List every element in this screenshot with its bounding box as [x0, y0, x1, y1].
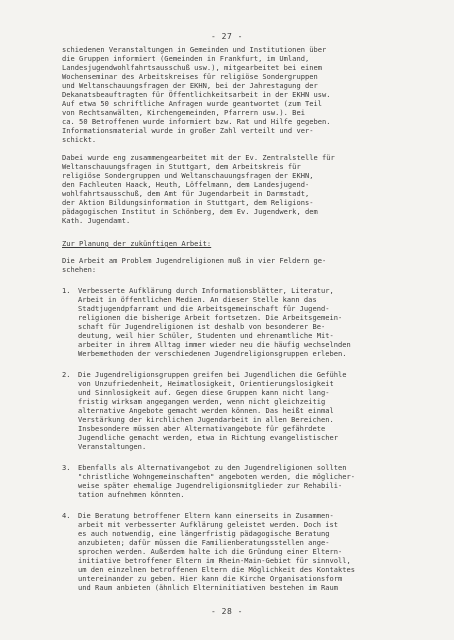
- text-line: arbeit mit verbesserter Aufklärung geleistet werden. Doch ist: [78, 520, 339, 529]
- text-line: Weltanschauungsfragen in Stuttgart, dem Arbeitskreis für: [62, 162, 301, 171]
- text-line: alternative Angebote gemacht werden können. Das heißt einmal: [78, 406, 334, 415]
- text-line: weise später ehemalige Jugendreligionsmitglieder zur Rehabili-: [78, 481, 343, 490]
- text-line: wohlfahrtsausschuß, dem Amt für Jugendarbeit in Darmstadt,: [62, 189, 310, 198]
- text-line: Wochenseminar des Arbeitskreises für religiöse Sondergruppen: [62, 72, 318, 81]
- text-line: ca. 50 Betroffenen wurde informiert bzw. Rat und Hilfe gegeben.: [62, 117, 331, 126]
- text-line: Die Arbeit am Problem Jugendreligionen muß in vier Feldern ge-: [62, 256, 327, 265]
- text-line: Insbesondere müssen aber Alternativangebote für gefährdete: [78, 424, 326, 433]
- text-line: schickt.: [62, 135, 97, 144]
- text-line: von Unzufriedenheit, Heimatlosigkeit, Orientierungslosigkeit: [78, 379, 334, 388]
- list-number: 2.: [62, 370, 71, 379]
- list-number: 3.: [62, 463, 71, 472]
- text-line: initiative betroffener Eltern im Rhein-Main-Gebiet für sinnvoll,: [78, 556, 351, 565]
- text-line: sprochen werden. Außerdem halte ich die Gründung einer Eltern-: [78, 547, 343, 556]
- text-line: und Weltanschauungsfragen der EKHN, bei der Jahrestagung der: [62, 81, 318, 90]
- text-line: arbeiter in ihrem Alltag immer wieder neu die häufig wechselnden: [78, 340, 351, 349]
- text-line: Ebenfalls als Alternativangebot zu den Jugendreligionen sollten: [78, 463, 347, 472]
- text-line: Arbeit in öffentlichen Medien. An dieser Stelle kann das: [78, 295, 317, 304]
- list-number: 4.: [62, 511, 71, 520]
- text-line: den Fachleuten Haack, Heuth, Löffelmann, dem Landesjugend-: [62, 180, 310, 189]
- text-line: Jugendliche gemacht werden, etwa in Richtung evangelistischer: [78, 433, 339, 442]
- text-line: und Sinnlosigkeit auf. Gegen diese Gruppen kann nicht lang-: [78, 388, 330, 397]
- text-line: die Gruppen informiert (Gemeinden in Frankfurt, im Umland,: [62, 54, 310, 63]
- page-number-bottom: - 28 -: [211, 607, 243, 616]
- text-line: religiöse Sondergruppen und Weltanschauungsfragen der EKHN,: [62, 171, 314, 180]
- text-line: Verbesserte Aufklärung durch Informationsblätter, Literatur,: [78, 286, 334, 295]
- text-line: schehen:: [62, 265, 97, 274]
- text-line: fristig wirksam angegangen werden, wenn nicht gleichzeitig: [78, 397, 326, 406]
- text-line: von Rechtsanwälten, Kirchengemeinden, Pfarrern usw.). Bei: [62, 108, 305, 117]
- text-line: pädagogischen Institut in Schönberg, dem Ev. Jugendwerk, dem: [62, 207, 318, 216]
- text-line: Veranstaltungen.: [78, 442, 147, 451]
- text-line: Dekanatsbeauftragten für Öffentlichkeitsarbeit in der EKHN usw.: [62, 90, 331, 99]
- text-line: Werbemethoden der verschiedenen Jugendreligionsgruppen erleben.: [78, 349, 347, 358]
- text-line: schiedenen Veranstaltungen in Gemeinden und Institutionen über: [62, 45, 327, 54]
- page-number-top: - 27 -: [211, 32, 243, 41]
- text-line: der Aktion Bildungsinformation in Stuttgart, dem Religions-: [62, 198, 314, 207]
- text-line: Informationsmaterial wurde in großer Zahl verteilt und ver-: [62, 126, 314, 135]
- text-line: Verstärkung der kirchlichen Jugendarbeit in allen Bereichen.: [78, 415, 334, 424]
- text-line: deutung, weil hier Schüler, Studenten und ehrenamtliche Mit-: [78, 331, 334, 340]
- text-line: Auf etwa 50 schriftliche Anfragen wurde geantwortet (zum Teil: [62, 99, 323, 108]
- text-line: schaft für Jugendreligionen ist deshalb von besonderer Be-: [78, 322, 326, 331]
- text-line: Kath. Jugendamt.: [62, 216, 131, 225]
- text-line: Stadtjugendpfarramt und die Arbeitsgemeinschaft für Jugend-: [78, 304, 330, 313]
- text-line: und Raum anbieten (ähnlich Elterninitiativen bestehen im Raum: [78, 583, 339, 592]
- text-line: Die Beratung betroffener Eltern kann einerseits in Zusammen-: [78, 511, 334, 520]
- text-line: um den einzelnen betroffenen Eltern die Möglichkeit des Kontaktes: [78, 565, 356, 574]
- text-line: Die Jugendreligionsgruppen greifen bei Jugendlichen die Gefühle: [78, 370, 347, 379]
- text-line: Dabei wurde eng zusammengearbeitet mit der Ev. Zentralstelle für: [62, 153, 335, 162]
- text-line: es auch notwendig, eine längerfristig pädagogische Beratung: [78, 529, 330, 538]
- text-line: Landesjugendwohlfahrtsausschuß usw.), mitgearbeitet bei einem: [62, 63, 323, 72]
- list-number: 1.: [62, 286, 71, 295]
- text-line: untereinander zu geben. Hier kann die Kirche Organisationsform: [78, 574, 343, 583]
- text-line: religionen die bisherige Arbeit fortsetzen. Die Arbeitsgemein-: [78, 313, 343, 322]
- text-line: tation aufnehmen könnten.: [78, 490, 185, 499]
- text-line: anzubieten; dafür müssen die Familienberatungsstellen ange-: [78, 538, 330, 547]
- section-heading: Zur Planung der zukünftigen Arbeit:: [62, 239, 212, 248]
- text-line: "christliche Wohngemeinschaften" angeboten werden, die möglicher-: [78, 472, 356, 481]
